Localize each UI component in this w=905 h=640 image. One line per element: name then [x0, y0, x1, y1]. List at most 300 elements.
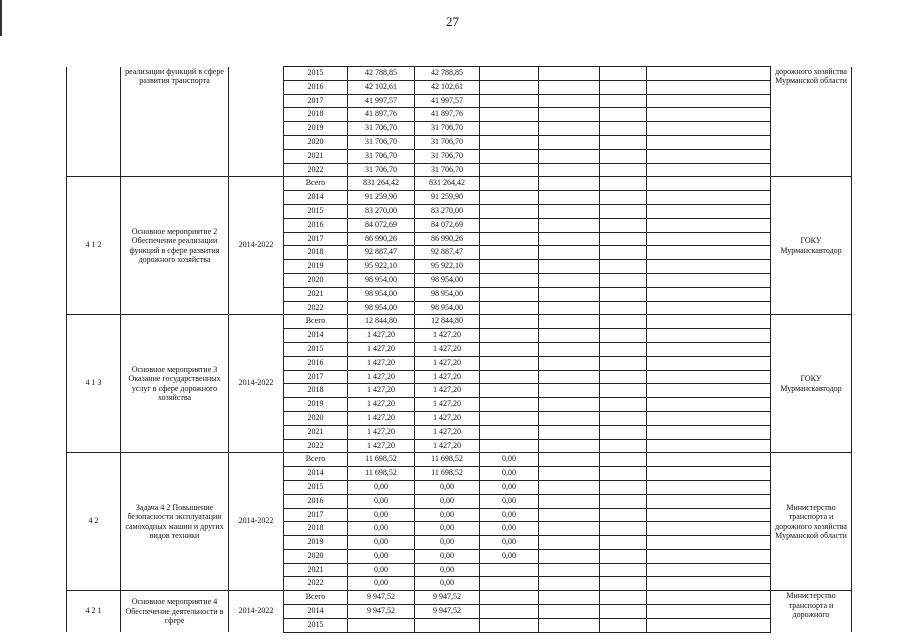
year-cell: 2014	[284, 191, 348, 205]
amount-cell: 1 427,20	[415, 356, 480, 370]
amount-cell	[480, 163, 539, 177]
year-cell: 2022	[284, 577, 348, 591]
empty-cell	[647, 536, 771, 550]
amount-cell: 1 427,20	[415, 384, 480, 398]
year-cell: 2019	[284, 260, 348, 274]
empty-cell	[600, 177, 647, 191]
amount-cell	[480, 342, 539, 356]
amount-cell: 86 990,26	[348, 232, 415, 246]
amount-cell	[415, 618, 480, 632]
empty-cell	[539, 453, 600, 467]
year-cell: 2018	[284, 246, 348, 260]
empty-cell	[600, 480, 647, 494]
empty-cell	[539, 480, 600, 494]
empty-cell	[539, 549, 600, 563]
empty-cell	[647, 467, 771, 481]
year-cell: 2015	[284, 618, 348, 632]
amount-cell: 86 990,26	[415, 232, 480, 246]
budget-table	[66, 66, 852, 633]
empty-cell	[600, 494, 647, 508]
empty-cell	[539, 384, 600, 398]
amount-cell: 0,00	[480, 536, 539, 550]
amount-cell	[480, 411, 539, 425]
amount-cell	[480, 149, 539, 163]
empty-cell	[647, 494, 771, 508]
empty-cell	[539, 329, 600, 343]
amount-cell: 98 954,00	[348, 287, 415, 301]
year-cell: 2017	[284, 232, 348, 246]
amount-cell: 1 427,20	[348, 370, 415, 384]
amount-cell: 0,00	[415, 494, 480, 508]
year-cell: 2015	[284, 204, 348, 218]
year-cell: 2018	[284, 522, 348, 536]
amount-cell	[480, 204, 539, 218]
amount-cell	[480, 135, 539, 149]
amount-cell	[480, 122, 539, 136]
year-cell: 2022	[284, 163, 348, 177]
amount-cell: 0,00	[480, 494, 539, 508]
empty-cell	[647, 398, 771, 412]
section-executor: Министерство транспорта и дорожного хозяйства Мурманской области	[771, 453, 852, 591]
table-row	[67, 67, 852, 81]
empty-cell	[600, 287, 647, 301]
empty-cell	[600, 342, 647, 356]
empty-cell	[647, 356, 771, 370]
amount-cell	[480, 67, 539, 81]
amount-cell: 95 922,10	[348, 260, 415, 274]
empty-cell	[647, 260, 771, 274]
section-name: Основное мероприятие 3 Оказание государственных услуг в сфере дорожного хозяйства	[121, 315, 229, 453]
empty-cell	[647, 315, 771, 329]
year-cell: 2015	[284, 342, 348, 356]
amount-cell: 31 706,70	[348, 135, 415, 149]
empty-cell	[647, 191, 771, 205]
amount-cell	[480, 218, 539, 232]
year-cell: 2016	[284, 80, 348, 94]
empty-cell	[600, 411, 647, 425]
empty-cell	[539, 232, 600, 246]
amount-cell: 11 698,52	[348, 467, 415, 481]
amount-cell: 12 844,80	[348, 315, 415, 329]
year-cell: 2016	[284, 356, 348, 370]
year-cell: 2017	[284, 508, 348, 522]
empty-cell	[600, 508, 647, 522]
year-cell: 2018	[284, 384, 348, 398]
empty-cell	[539, 439, 600, 453]
section-number: 4 1 3	[67, 315, 121, 453]
empty-cell	[539, 425, 600, 439]
empty-cell	[539, 315, 600, 329]
empty-cell	[600, 315, 647, 329]
empty-cell	[600, 163, 647, 177]
page-number: 27	[446, 14, 459, 29]
empty-cell	[600, 384, 647, 398]
empty-cell	[539, 494, 600, 508]
section-number	[67, 67, 121, 177]
section-period	[229, 67, 284, 177]
amount-cell: 0,00	[415, 480, 480, 494]
empty-cell	[647, 411, 771, 425]
amount-cell: 9 947,52	[415, 605, 480, 619]
amount-cell: 0,00	[415, 563, 480, 577]
amount-cell: 41 897,76	[415, 108, 480, 122]
empty-cell	[647, 439, 771, 453]
amount-cell: 31 706,70	[348, 163, 415, 177]
empty-cell	[647, 425, 771, 439]
empty-cell	[600, 536, 647, 550]
amount-cell	[480, 439, 539, 453]
empty-cell	[647, 605, 771, 619]
empty-cell	[647, 218, 771, 232]
empty-cell	[539, 191, 600, 205]
amount-cell: 0,00	[348, 577, 415, 591]
empty-cell	[539, 563, 600, 577]
amount-cell: 0,00	[348, 508, 415, 522]
amount-cell	[480, 591, 539, 605]
amount-cell: 31 706,70	[348, 122, 415, 136]
section-number: 4 2	[67, 453, 121, 591]
empty-cell	[539, 149, 600, 163]
empty-cell	[647, 329, 771, 343]
amount-cell	[480, 425, 539, 439]
empty-cell	[600, 618, 647, 632]
amount-cell: 42 102,61	[348, 80, 415, 94]
amount-cell	[480, 191, 539, 205]
empty-cell	[600, 204, 647, 218]
amount-cell: 98 954,00	[415, 301, 480, 315]
amount-cell: 31 706,70	[415, 122, 480, 136]
empty-cell	[539, 591, 600, 605]
amount-cell: 41 997,57	[348, 94, 415, 108]
amount-cell	[480, 384, 539, 398]
amount-cell: 1 427,20	[348, 439, 415, 453]
amount-cell: 83 270,00	[348, 204, 415, 218]
amount-cell: 31 706,70	[415, 163, 480, 177]
amount-cell: 42 102,61	[415, 80, 480, 94]
empty-cell	[600, 246, 647, 260]
amount-cell: 9 947,52	[348, 605, 415, 619]
amount-cell: 0,00	[415, 536, 480, 550]
empty-cell	[600, 577, 647, 591]
empty-cell	[647, 273, 771, 287]
amount-cell: 42 788,85	[348, 67, 415, 81]
year-cell: 2021	[284, 287, 348, 301]
section-name: реализации функций в сфере развития транспорта	[121, 67, 229, 177]
section-period: 2014-2022	[229, 453, 284, 591]
section-executor: Министерство транспорта и дорожного	[771, 591, 852, 632]
empty-cell	[647, 108, 771, 122]
amount-cell	[480, 315, 539, 329]
amount-cell: 1 427,20	[415, 342, 480, 356]
amount-cell: 0,00	[348, 522, 415, 536]
empty-cell	[539, 356, 600, 370]
amount-cell: 98 954,00	[348, 301, 415, 315]
empty-cell	[600, 425, 647, 439]
empty-cell	[539, 80, 600, 94]
section-name: Задача 4 2 Повышение безопасности эксплуатации самоходных машин и других видов техники	[121, 453, 229, 591]
empty-cell	[647, 591, 771, 605]
empty-cell	[647, 453, 771, 467]
year-cell: 2022	[284, 301, 348, 315]
empty-cell	[647, 80, 771, 94]
empty-cell	[539, 370, 600, 384]
empty-cell	[647, 563, 771, 577]
amount-cell: 0,00	[348, 480, 415, 494]
amount-cell: 92 887,47	[348, 246, 415, 260]
year-cell: 2014	[284, 329, 348, 343]
empty-cell	[539, 67, 600, 81]
year-cell: 2019	[284, 536, 348, 550]
section-period: 2014-2022	[229, 315, 284, 453]
amount-cell: 11 698,52	[415, 467, 480, 481]
empty-cell	[600, 522, 647, 536]
year-cell: 2018	[284, 108, 348, 122]
empty-cell	[539, 163, 600, 177]
year-cell: 2019	[284, 122, 348, 136]
amount-cell: 1 427,20	[415, 439, 480, 453]
year-cell: 2014	[284, 605, 348, 619]
empty-cell	[539, 411, 600, 425]
amount-cell: 11 698,52	[415, 453, 480, 467]
amount-cell: 0,00	[415, 549, 480, 563]
year-cell: 2021	[284, 425, 348, 439]
amount-cell: 98 954,00	[348, 273, 415, 287]
amount-cell: 42 788,85	[415, 67, 480, 81]
year-cell: 2017	[284, 370, 348, 384]
empty-cell	[539, 218, 600, 232]
amount-cell: 0,00	[415, 508, 480, 522]
empty-cell	[600, 356, 647, 370]
empty-cell	[647, 577, 771, 591]
amount-cell: 1 427,20	[348, 329, 415, 343]
amount-cell: 0,00	[480, 508, 539, 522]
empty-cell	[647, 246, 771, 260]
amount-cell: 0,00	[480, 467, 539, 481]
amount-cell: 84 072,69	[348, 218, 415, 232]
empty-cell	[647, 94, 771, 108]
empty-cell	[600, 135, 647, 149]
amount-cell	[480, 563, 539, 577]
empty-cell	[539, 246, 600, 260]
empty-cell	[539, 135, 600, 149]
empty-cell	[647, 301, 771, 315]
amount-cell	[480, 577, 539, 591]
year-cell: 2017	[284, 94, 348, 108]
amount-cell: 1 427,20	[415, 329, 480, 343]
amount-cell	[480, 398, 539, 412]
section-name: Основное мероприятие 4 Обеспечение деятельности в сфере	[121, 591, 229, 632]
amount-cell: 98 954,00	[415, 287, 480, 301]
year-cell: Всего	[284, 453, 348, 467]
empty-cell	[539, 536, 600, 550]
amount-cell: 31 706,70	[348, 149, 415, 163]
amount-cell: 11 698,52	[348, 453, 415, 467]
year-cell: 2020	[284, 411, 348, 425]
empty-cell	[600, 439, 647, 453]
amount-cell: 84 072,69	[415, 218, 480, 232]
section-name: Основное мероприятие 2 Обеспечение реализации функций в сфере развития дорожного хозяйства	[121, 177, 229, 315]
amount-cell: 1 427,20	[348, 384, 415, 398]
empty-cell	[600, 149, 647, 163]
amount-cell: 91 259,90	[348, 191, 415, 205]
section-executor: дорожного хозяйства Мурманской области	[771, 67, 852, 177]
section-number: 4 1 2	[67, 177, 121, 315]
year-cell: 2022	[284, 439, 348, 453]
empty-cell	[539, 342, 600, 356]
amount-cell: 831 264,42	[415, 177, 480, 191]
amount-cell: 1 427,20	[415, 370, 480, 384]
empty-cell	[600, 453, 647, 467]
year-cell: 2015	[284, 480, 348, 494]
empty-cell	[647, 177, 771, 191]
empty-cell	[600, 232, 647, 246]
empty-cell	[647, 122, 771, 136]
section-executor: ГОКУ Мурманскавтодор	[771, 177, 852, 315]
year-cell: 2019	[284, 398, 348, 412]
empty-cell	[600, 549, 647, 563]
year-cell: Всего	[284, 591, 348, 605]
empty-cell	[647, 149, 771, 163]
year-cell: 2016	[284, 218, 348, 232]
empty-cell	[647, 163, 771, 177]
empty-cell	[600, 260, 647, 274]
amount-cell: 91 259,90	[415, 191, 480, 205]
year-cell: 2021	[284, 149, 348, 163]
amount-cell: 0,00	[348, 549, 415, 563]
empty-cell	[600, 563, 647, 577]
amount-cell: 831 264,42	[348, 177, 415, 191]
empty-cell	[539, 108, 600, 122]
table-row	[67, 315, 852, 329]
amount-cell: 41 897,76	[348, 108, 415, 122]
empty-cell	[539, 398, 600, 412]
empty-cell	[539, 301, 600, 315]
empty-cell	[600, 591, 647, 605]
empty-cell	[539, 522, 600, 536]
amount-cell: 0,00	[415, 522, 480, 536]
amount-cell: 1 427,20	[348, 411, 415, 425]
empty-cell	[600, 605, 647, 619]
amount-cell	[480, 108, 539, 122]
section-executor: ГОКУ Мурманскавтодор	[771, 315, 852, 453]
amount-cell: 1 427,20	[415, 398, 480, 412]
amount-cell	[480, 273, 539, 287]
year-cell: Всего	[284, 177, 348, 191]
empty-cell	[600, 218, 647, 232]
empty-cell	[600, 329, 647, 343]
empty-cell	[539, 273, 600, 287]
amount-cell: 0,00	[348, 494, 415, 508]
table-row	[67, 591, 852, 605]
amount-cell: 1 427,20	[348, 425, 415, 439]
amount-cell: 1 427,20	[348, 398, 415, 412]
empty-cell	[647, 618, 771, 632]
empty-cell	[647, 204, 771, 218]
year-cell: Всего	[284, 315, 348, 329]
empty-cell	[647, 522, 771, 536]
empty-cell	[647, 135, 771, 149]
amount-cell: 92 887,47	[415, 246, 480, 260]
amount-cell: 12 844,80	[415, 315, 480, 329]
year-cell: 2015	[284, 67, 348, 81]
amount-cell: 1 427,20	[415, 411, 480, 425]
empty-cell	[600, 191, 647, 205]
empty-cell	[600, 301, 647, 315]
amount-cell: 9 947,52	[348, 591, 415, 605]
amount-cell: 0,00	[415, 577, 480, 591]
table-row	[67, 177, 852, 191]
empty-cell	[539, 467, 600, 481]
amount-cell: 0,00	[480, 480, 539, 494]
section-number: 4 2 1	[67, 591, 121, 632]
amount-cell	[480, 232, 539, 246]
empty-cell	[600, 370, 647, 384]
empty-cell	[647, 287, 771, 301]
amount-cell: 31 706,70	[415, 135, 480, 149]
empty-cell	[600, 67, 647, 81]
year-cell: 2014	[284, 467, 348, 481]
empty-cell	[647, 342, 771, 356]
amount-cell	[480, 370, 539, 384]
amount-cell	[480, 605, 539, 619]
section-period: 2014-2022	[229, 591, 284, 632]
empty-cell	[539, 122, 600, 136]
amount-cell: 1 427,20	[348, 356, 415, 370]
empty-cell	[647, 384, 771, 398]
amount-cell: 31 706,70	[415, 149, 480, 163]
year-cell: 2020	[284, 549, 348, 563]
amount-cell: 0,00	[348, 563, 415, 577]
empty-cell	[600, 273, 647, 287]
empty-cell	[539, 204, 600, 218]
empty-cell	[539, 605, 600, 619]
amount-cell	[480, 618, 539, 632]
empty-cell	[539, 177, 600, 191]
amount-cell	[348, 618, 415, 632]
year-cell: 2020	[284, 135, 348, 149]
section-period: 2014-2022	[229, 177, 284, 315]
amount-cell: 95 922,10	[415, 260, 480, 274]
empty-cell	[600, 108, 647, 122]
amount-cell	[480, 94, 539, 108]
empty-cell	[647, 67, 771, 81]
empty-cell	[647, 370, 771, 384]
year-cell: 2016	[284, 494, 348, 508]
amount-cell: 0,00	[480, 522, 539, 536]
amount-cell: 0,00	[480, 549, 539, 563]
amount-cell	[480, 177, 539, 191]
empty-cell	[539, 577, 600, 591]
empty-cell	[600, 94, 647, 108]
empty-cell	[539, 618, 600, 632]
amount-cell: 0,00	[480, 453, 539, 467]
amount-cell	[480, 301, 539, 315]
year-cell: 2021	[284, 563, 348, 577]
empty-cell	[539, 508, 600, 522]
empty-cell	[539, 260, 600, 274]
amount-cell	[480, 356, 539, 370]
amount-cell: 1 427,20	[415, 425, 480, 439]
empty-cell	[539, 287, 600, 301]
amount-cell	[480, 80, 539, 94]
amount-cell: 0,00	[348, 536, 415, 550]
amount-cell	[480, 260, 539, 274]
amount-cell	[480, 287, 539, 301]
amount-cell: 41 997,57	[415, 94, 480, 108]
empty-cell	[647, 480, 771, 494]
empty-cell	[600, 467, 647, 481]
empty-cell	[600, 398, 647, 412]
